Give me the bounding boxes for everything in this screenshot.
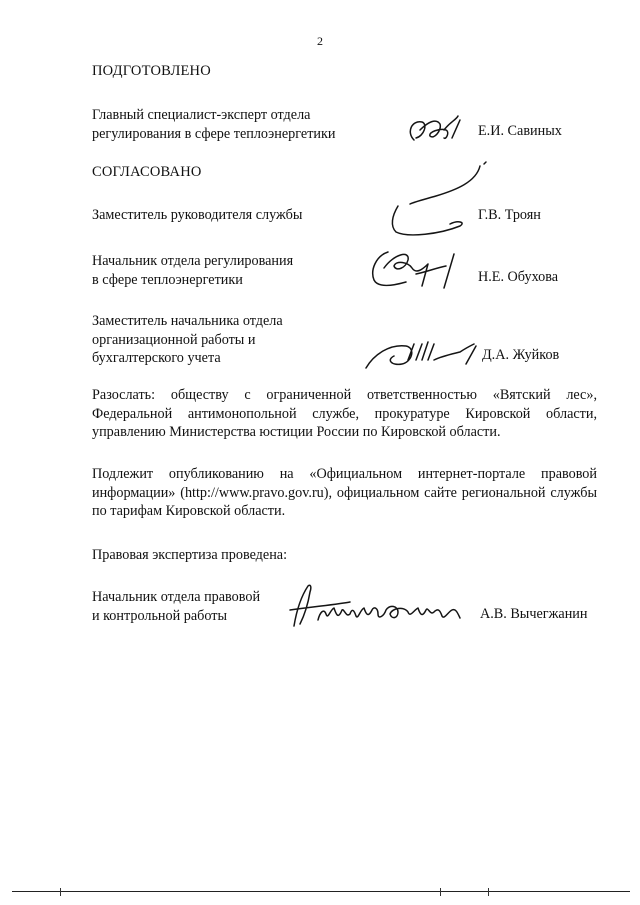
publication-note: Подлежит опубликованию на «Официальном интернет-портале правовой информации» (http://www.pravo.gov.ru), официальном сайте региональной службы по тарифам Кировской области. [92, 466, 597, 520]
legal-name: А.В. Вычегжанин [480, 606, 588, 622]
legal-review-note: Правовая экспертиза проведена: [92, 547, 288, 563]
page-number: 2 [317, 34, 323, 48]
distribution-list: Разослать: обществу с ограниченной ответственностью «Вятский лес», Федеральной антимонопольной службе, прокуратуре Кировской области, управлению Министерства юстиции России по Кировской области. [92, 387, 597, 441]
signature-vychegzhanin [280, 580, 470, 630]
legal-position: Начальник отдела правовой и контрольной работы [92, 589, 261, 624]
footer-rule [12, 891, 630, 892]
prepared-name: Е.И. Савиных [478, 123, 562, 139]
signature-troyan [380, 162, 490, 242]
footer-tick [60, 888, 61, 896]
signer-3-position: Заместитель начальника отдела организационной работы и бухгалтерского учета [92, 313, 283, 367]
signature-zhuykov [362, 336, 482, 372]
signer-3-name: Д.А. Жуйков [482, 347, 560, 363]
signer-2-name: Н.Е. Обухова [478, 269, 559, 285]
footer-tick [488, 888, 489, 896]
signer-1-position: Заместитель руководителя службы [92, 207, 303, 223]
agreed-heading: СОГЛАСОВАНО [92, 164, 202, 180]
prepared-heading: ПОДГОТОВЛЕНО [92, 63, 211, 79]
signature-savinykh [400, 110, 470, 150]
prepared-position: Главный специалист-эксперт отдела регулирования в сфере теплоэнергетики [92, 107, 336, 142]
signature-obukhova [366, 246, 466, 294]
footer-tick [440, 888, 441, 896]
signer-2-position: Начальник отдела регулирования в сфере теплоэнергетики [92, 253, 294, 288]
signer-1-name: Г.В. Троян [478, 207, 541, 223]
